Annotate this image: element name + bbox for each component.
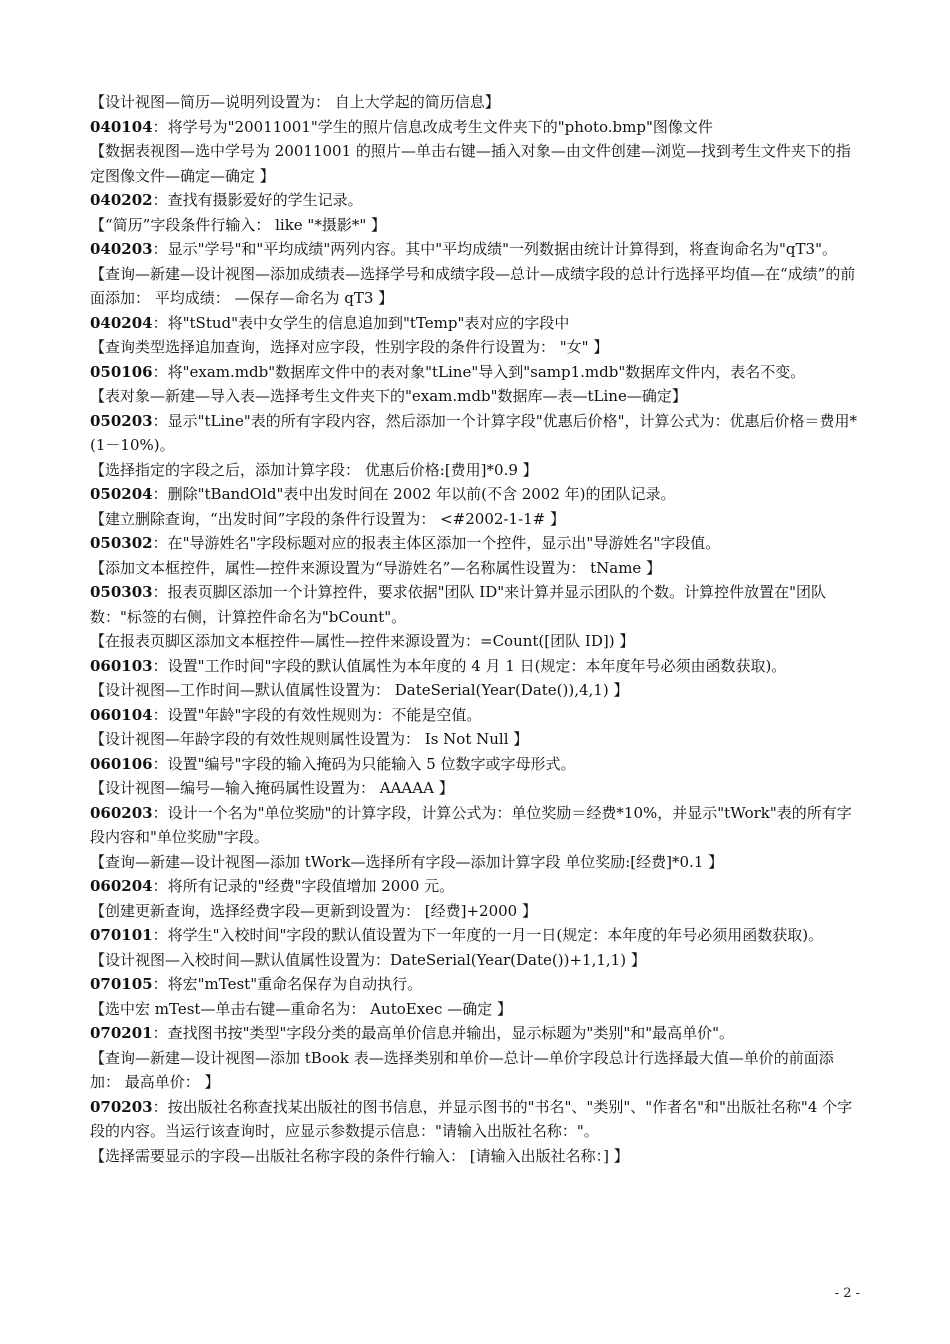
doc-line: 【设计视图—年龄字段的有效性规则属性设置为： Is Not Null 】: [90, 730, 529, 748]
doc-line: 【设计视图—简历—说明列设置为： 自上大学起的简历信息】: [90, 93, 500, 111]
item-code: 040202: [90, 191, 153, 209]
doc-line: 【查询—新建—设计视图—添加成绩表—选择学号和成绩字段—总计—成绩字段的总计行选择平均值—在“成绩”的前面添加： 平均成绩： —保存—命名为 qT3 】: [90, 264, 856, 307]
doc-line: [90, 1095, 862, 1144]
item-text: ：报表页脚区添加一个计算控件，要求依据"团队 ID"来计算并显示团队的个数。计算控件放置在"团队数："标签的右侧，计算控件命名为"bCount"。: [90, 583, 827, 626]
item-code: 060204: [90, 877, 153, 895]
doc-line: 【建立删除查询，“出发时间”字段的条件行设置为： <#2002-1-1# 】: [90, 509, 565, 528]
document-content: [90, 90, 862, 1168]
doc-line: [90, 801, 862, 850]
doc-line: 【创建更新查询，选择经费字段—更新到设置为： [经费]+2000 】: [90, 901, 537, 920]
doc-line: 【设计视图—入校时间—默认值属性设置为：DateSerial(Year(Date())+1,1,1) 】: [90, 950, 646, 969]
item-code: 050204: [90, 485, 153, 503]
item-text: ：在"导游姓名"字段标题对应的报表主体区添加一个控件，显示出"导游姓名"字段值。: [152, 534, 721, 552]
item-text: ：设置"编号"字段的输入掩码为只能输入 5 位数字或字母形式。: [152, 754, 576, 773]
item-text: ：将所有记录的"经费"字段值增加 2000 元。: [152, 877, 455, 895]
doc-line: [90, 409, 862, 458]
item-code: 050303: [90, 583, 153, 601]
item-code: 060104: [90, 705, 153, 724]
doc-line: 【选择需要显示的字段—出版社名称字段的条件行输入： [请输入出版社名称：] 】: [90, 1146, 629, 1165]
doc-line: [90, 1021, 862, 1046]
item-code: 070203: [90, 1097, 153, 1116]
page-number: - 2 -: [834, 1286, 860, 1301]
item-code: 050203: [90, 411, 153, 430]
doc-line: [90, 237, 862, 262]
item-code: 070101: [90, 926, 153, 944]
item-code: 060203: [90, 803, 153, 822]
doc-line: 【表对象—新建—导入表—选择考生文件夹下的"exam.mdb"数据库—表—tLine—确定】: [90, 387, 687, 405]
doc-line: [90, 752, 862, 777]
doc-line: 【设计视图—工作时间—默认值属性设置为： DateSerial(Year(Date()),4,1) 】: [90, 681, 629, 699]
doc-line: [90, 311, 862, 336]
item-text: ：将宏"mTest"重命名保存为自动执行。: [152, 975, 423, 993]
item-text: ：将"tStud"表中女学生的信息追加到"tTemp"表对应的字段中: [152, 313, 570, 332]
doc-line: 【查询类型选择追加查询，选择对应字段，性别字段的条件行设置为： "女" 】: [90, 338, 609, 356]
item-code: 070105: [90, 975, 153, 993]
item-text: ：设置"年龄"字段的有效性规则为：不能是空值。: [152, 705, 482, 724]
item-text: ：显示"tLine"表的所有字段内容，然后添加一个计算字段"优惠后价格"，计算公式为：优惠后价格＝费用*(1－10%)。: [90, 411, 858, 454]
doc-line: [90, 360, 862, 385]
item-code: 060106: [90, 754, 153, 773]
doc-line: 【查询—新建—设计视图—添加 tWork—选择所有字段—添加计算字段 单位奖励:[经费]*0.1 】: [90, 852, 724, 871]
item-text: ：查找图书按"类型"字段分类的最高单价信息并输出，显示标题为"类别"和"最高单价"。: [152, 1024, 735, 1042]
item-text: ：显示"学号"和"平均成绩"两列内容。其中"平均成绩"一列数据由统计计算得到，将查询命名为"qT3"。: [152, 240, 837, 258]
doc-line: 【选择指定的字段之后，添加计算字段： 优惠后价格:[费用]*0.9 】: [90, 460, 538, 479]
item-code: 050106: [90, 362, 153, 381]
doc-line: [90, 703, 862, 728]
item-text: ：将学号为"20011001"学生的照片信息改成考生文件夹下的"photo.bmp"图像文件: [152, 117, 713, 136]
doc-line: 【设计视图—编号—输入掩码属性设置为： AAAAA 】: [90, 779, 454, 797]
doc-line: 【选中宏 mTest—单击右键—重命名为： AutoExec —确定 】: [90, 999, 512, 1018]
doc-line: 【“简历”字段条件行输入： like "*摄影*" 】: [90, 215, 387, 234]
item-code: 040104: [90, 117, 153, 136]
item-text: ：设置"工作时间"字段的默认值属性为本年度的 4 月 1 日(规定：本年度年号必须由函数获取)。: [152, 656, 787, 675]
doc-line: [90, 115, 862, 140]
item-code: 050302: [90, 534, 153, 552]
doc-line: 【添加文本框控件，属性—控件来源设置为“导游姓名”—名称属性设置为： tName 】: [90, 558, 662, 577]
item-text: ：将"exam.mdb"数据库文件中的表对象"tLine"导入到"samp1.mdb"数据库文件内，表名不变。: [152, 362, 806, 381]
doc-line: 【在报表页脚区添加文本框控件—属性—控件来源设置为：=Count([团队 ID]) 】: [90, 632, 635, 650]
doc-line: [90, 923, 862, 948]
item-text: ：删除"tBandOld"表中出发时间在 2002 年以前(不含 2002 年)的团队记录。: [152, 485, 676, 503]
doc-line: 【数据表视图—选中学号为 20011001 的照片—单击右键—插入对象—由文件创建—浏览—找到考生文件夹下的指定图像文件—确定—确定 】: [90, 142, 851, 185]
doc-line: [90, 482, 862, 507]
doc-line: [90, 580, 862, 629]
doc-line: [90, 531, 862, 556]
item-text: ：设计一个名为"单位奖励"的计算字段，计算公式为：单位奖励＝经费*10%，并显示"tWork"表的所有字段内容和"单位奖励"字段。: [90, 803, 852, 846]
doc-line: [90, 972, 862, 997]
doc-line: [90, 654, 862, 679]
item-code: 070201: [90, 1024, 153, 1042]
item-code: 040204: [90, 313, 153, 332]
doc-line: 【查询—新建—设计视图—添加 tBook 表—选择类别和单价—总计—单价字段总计行选择最大值—单价的前面添加： 最高单价： 】: [90, 1048, 834, 1091]
item-text: ：按出版社名称查找某出版社的图书信息，并显示图书的"书名"、"类别"、"作者名"和"出版社名称"4 个字段的内容。当运行该查询时，应显示参数提示信息："请输入出版社名称："。: [90, 1097, 853, 1140]
item-code: 060103: [90, 656, 153, 675]
item-text: ：查找有摄影爱好的学生记录。: [152, 191, 363, 209]
item-code: 040203: [90, 240, 153, 258]
doc-line: [90, 188, 862, 213]
item-text: ：将学生"入校时间"字段的默认值设置为下一年度的一月一日(规定：本年度的年号必须用函数获取)。: [152, 926, 824, 944]
doc-line: [90, 874, 862, 899]
